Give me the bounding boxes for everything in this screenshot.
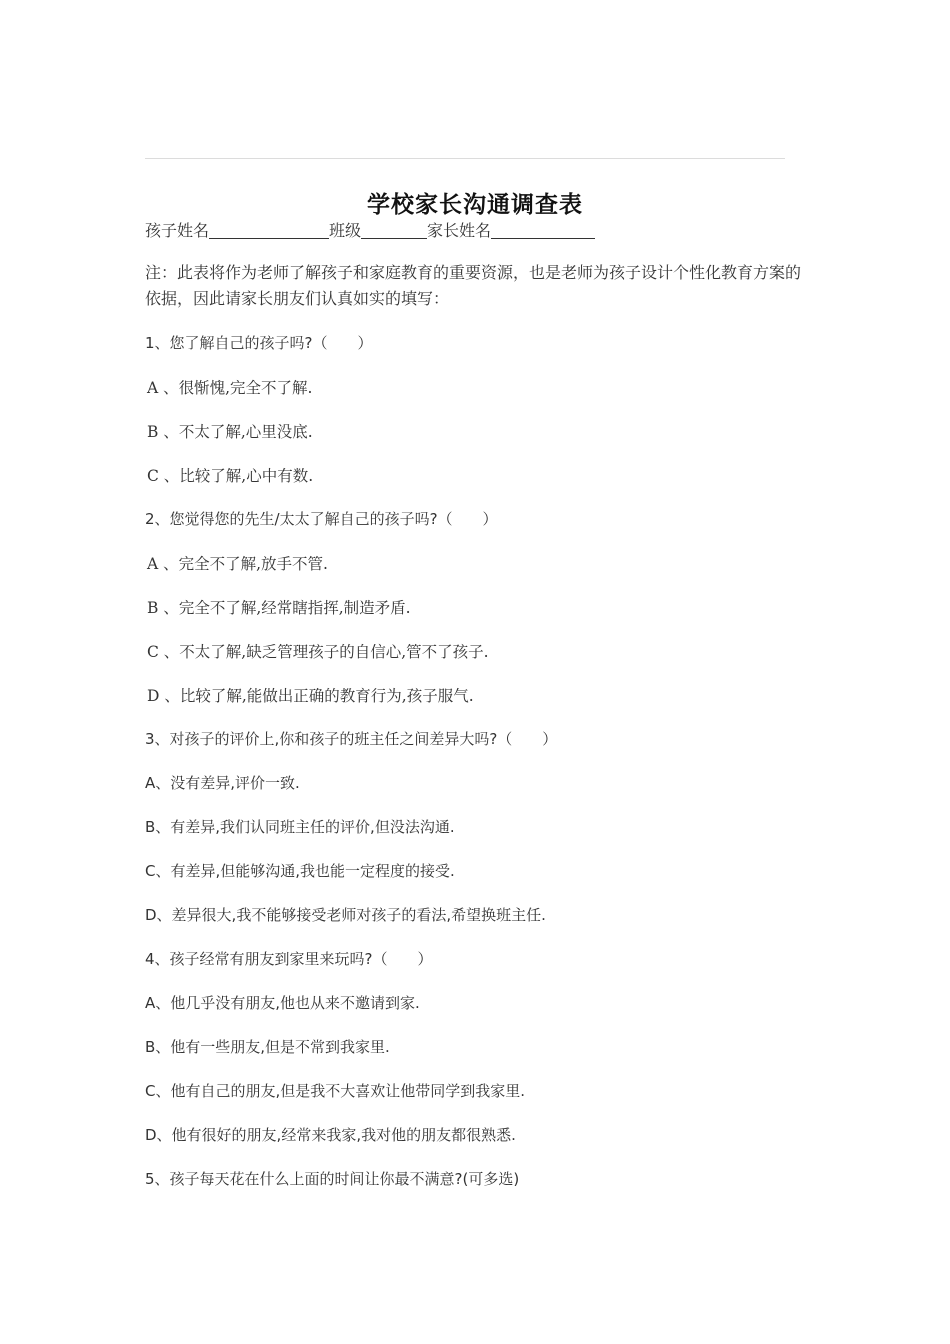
class-blank: [361, 222, 427, 239]
parent-name-blank: [491, 222, 595, 239]
child-name-label: 孩子姓名: [145, 221, 210, 240]
question-3: 3、对孩子的评价上,你和孩子的班主任之间差异大吗?（ ）: [145, 730, 558, 748]
option-2b: B 、完全不了解,经常瞎指挥,制造矛盾.: [147, 599, 411, 617]
option-4d: D、他有很好的朋友,经常来我家,我对他的朋友都很熟悉.: [145, 1126, 516, 1144]
option-4a: A、他几乎没有朋友,他也从来不邀请到家.: [145, 994, 420, 1012]
option-1b: B 、不太了解,心里没底.: [147, 423, 313, 441]
class-label: 班级: [329, 221, 362, 240]
parent-name-label: 家长姓名: [427, 221, 492, 240]
option-2d: D 、比较了解,能做出正确的教育行为,孩子服气.: [147, 687, 474, 705]
question-2: 2、您觉得您的先生/太太了解自己的孩子吗?（ ）: [145, 510, 498, 528]
question-4: 4、孩子经常有朋友到家里来玩吗?（ ）: [145, 950, 433, 968]
page-title: 学校家长沟通调查表: [367, 191, 583, 218]
option-3d: D、差异很大,我不能够接受老师对孩子的看法,希望换班主任.: [145, 906, 546, 924]
child-name-blank: [209, 222, 329, 239]
option-3b: B、有差异,我们认同班主任的评价,但没法沟通.: [145, 818, 455, 836]
top-divider: [145, 158, 785, 159]
option-3a: A、没有差异,评价一致.: [145, 774, 300, 792]
option-3c: C、有差异,但能够沟通,我也能一定程度的接受.: [145, 862, 455, 880]
option-2a: A 、完全不了解,放手不管.: [147, 555, 328, 573]
option-2c: C 、不太了解,缺乏管理孩子的自信心,管不了孩子.: [147, 643, 489, 661]
info-row: [145, 218, 595, 241]
question-5: 5、孩子每天花在什么上面的时间让你最不满意?(可多选): [145, 1170, 520, 1188]
option-4b: B、他有一些朋友,但是不常到我家里.: [145, 1038, 390, 1056]
option-4c: C、他有自己的朋友,但是我不大喜欢让他带同学到我家里.: [145, 1082, 526, 1100]
question-1: 1、您了解自己的孩子吗?（ ）: [145, 334, 373, 352]
option-1c: C 、比较了解,心中有数.: [147, 467, 314, 485]
instruction-note: 注：此表将作为老师了解孩子和家庭教育的重要资源，也是老师为孩子设计个性化教育方案的依据，因此请家长朋友们认真如实的填写：: [145, 263, 802, 308]
option-1a: A 、很惭愧,完全不了解.: [147, 379, 313, 397]
